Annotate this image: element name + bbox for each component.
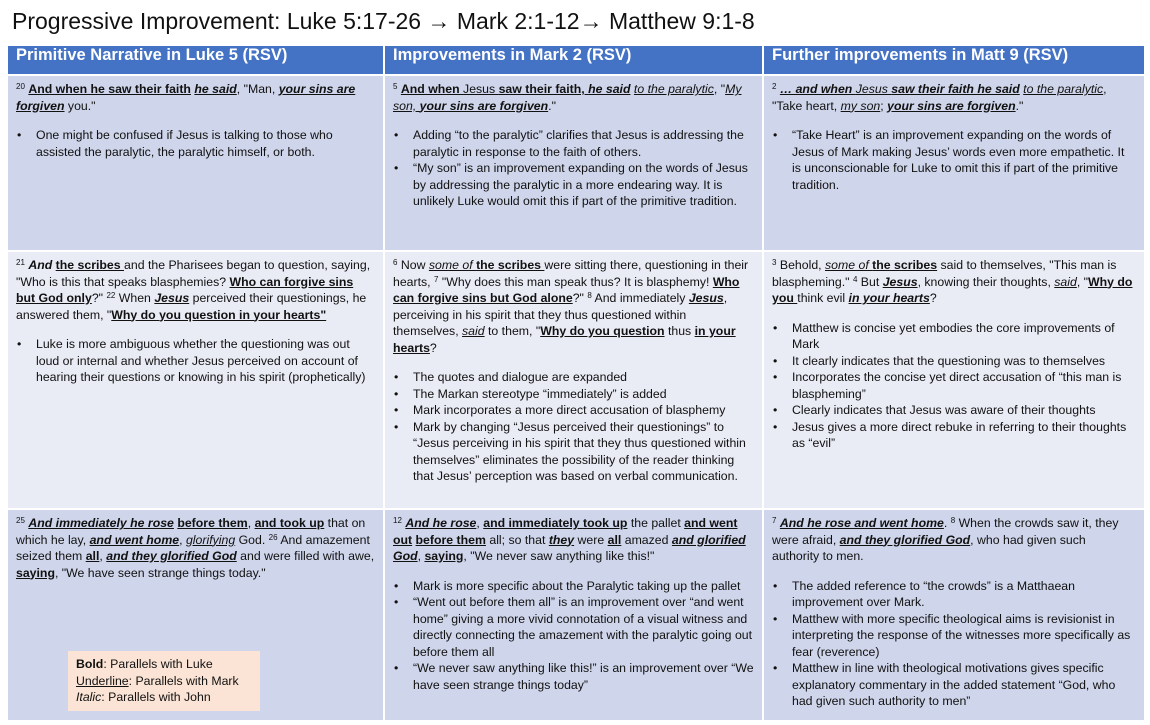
commentary-item: • “We never saw anything like this!” is an improvement over “We have seen strange things today” (393, 660, 754, 693)
commentary-item: • Matthew is concise yet embodies the core improvements of Mark (772, 320, 1136, 353)
verse-text (393, 257, 754, 356)
luke-cell (7, 251, 384, 509)
verse-segment: and they glorified God (106, 549, 237, 563)
verse-segment: Jesus (154, 291, 190, 305)
verse-segment: and the Pharisees began to question, saying, "Who is this that speaks blasphemies? (16, 258, 371, 289)
verse-text (393, 81, 754, 114)
verse-segment: said (1054, 274, 1077, 289)
verse-segment: ? (429, 340, 437, 355)
verse-segment: before them (177, 516, 248, 530)
verse-segment: , "We never saw anything like this!" (463, 549, 655, 563)
commentary-list (393, 127, 754, 210)
verse-segment: all; so that (485, 532, 549, 547)
commentary-item: • Jesus gives a more direct rebuke in referring to their thoughts as “evil” (772, 419, 1136, 452)
verse-segment: ?" (91, 291, 107, 305)
verse-number: 7 (772, 516, 777, 525)
mark-cell (384, 509, 763, 721)
verse-segment: ." (548, 98, 556, 113)
verse-segment: ; (880, 98, 888, 113)
verse-segment: , perceiving in his spirit that they thus questioned within themselves, (393, 291, 728, 338)
verse-segment: amazed (621, 532, 672, 547)
verse-number: 22 (106, 291, 116, 300)
verse-segment: and immediately took up (483, 516, 628, 530)
commentary-item: • Matthew in line with theological motivations gives specific explanatory commentary in the added statement “God, who had given such authority to men” (772, 660, 1136, 710)
verse-text (772, 81, 1136, 114)
commentary-item: • It clearly indicates that the questioning was to themselves (772, 353, 1136, 370)
commentary-item: • Clearly indicates that Jesus was aware of their thoughts (772, 402, 1136, 419)
verse-segment: … and when (779, 82, 856, 96)
verse-text (16, 515, 375, 581)
verse-segment: My son, (393, 82, 742, 113)
verse-segment: Why do you (772, 274, 1133, 305)
verse-text (393, 515, 754, 565)
verse-segment: And he rose and went home (779, 516, 944, 530)
verse-segment: , (99, 549, 107, 563)
verse-segment: you." (64, 98, 96, 113)
verse-segment: , "We have seen strange things today." (54, 565, 266, 580)
verse-text (16, 81, 375, 114)
verse-segment: before them (415, 532, 486, 547)
verse-text (16, 257, 375, 323)
verse-number: 7 (434, 274, 439, 284)
commentary-item: • “My son” is an improvement expanding on the words of Jesus by addressing the paralytic in a more endearing way. It is unlikely Luke would omit this if part of the primitive tradition. (393, 160, 754, 210)
commentary-item: • Mark incorporates a more direct accusation of blasphemy (393, 402, 754, 419)
verse-segment: saying (424, 549, 464, 563)
verse-segment: my son (840, 98, 881, 113)
column-header-matthew: Further improvements in Matt 9 (RSV) (763, 45, 1145, 75)
commentary-item: • One might be confused if Jesus is talking to those who assisted the paralytic, the paralytic himself, or both. (16, 127, 375, 160)
verse-segment: When the crowds saw it, they were afraid, (772, 516, 1119, 547)
verse-number: 8 (587, 291, 592, 300)
formatting-legend (68, 651, 260, 711)
verse-segment: But (857, 274, 883, 289)
verse-number: 2 (772, 82, 777, 91)
verse-segment: all (607, 532, 622, 547)
verse-segment: the scribes (872, 258, 938, 272)
commentary-item: • The added reference to “the crowds” is a Matthaean improvement over Mark. (772, 578, 1136, 611)
verse-segment: and they glorified God (839, 532, 971, 547)
commentary-item: • Luke is more ambiguous whether the questioning was out loud or internal and whether Jesus perceived on account of hearing their questions or knowing in his spirit (prophetically) (16, 336, 375, 386)
verse-segment: When (115, 291, 155, 305)
verse-segment: Jesus (882, 274, 918, 289)
column-header-luke: Primitive Narrative in Luke 5 (RSV) (7, 45, 384, 75)
verse-segment: were (574, 532, 608, 547)
verse-segment: , " (1076, 274, 1089, 289)
verse-number: 4 (852, 274, 858, 284)
verse-segment: And when he saw their faith (28, 82, 191, 96)
verse-segment: And amazement seized them (16, 532, 370, 563)
verse-segment: glorifying (185, 532, 236, 547)
verse-number: 12 (393, 516, 402, 525)
legend-item-underline: Underline: Parallels with Mark (76, 673, 239, 688)
verse-segment: , (476, 516, 484, 530)
matthew-cell (763, 509, 1145, 721)
mark-cell (384, 251, 763, 509)
verse-segment: the scribes (55, 258, 125, 272)
verse-segment: And when (400, 82, 464, 96)
commentary-item: • Matthew with more specific theological aims is revisionist in interpreting the response of the witnesses more specifically as fear (reverence) (772, 611, 1136, 661)
verse-segment: they (548, 532, 575, 547)
mark-cell (384, 75, 763, 251)
verse-segment: that on which he lay, (16, 516, 366, 547)
verse-segment: , who had given such authority to men. (772, 532, 1086, 563)
verse-number: 25 (16, 516, 25, 525)
legend-item-bold: Bold: Parallels with Luke (76, 657, 213, 671)
verse-segment: God. (235, 532, 269, 547)
verse-segment: saw their faith, (498, 82, 589, 96)
verse-segment: some of (428, 258, 477, 272)
commentary-item: • “Went out before them all” is an improvement over “and went home” giving a more vivid connotation of a visual witness and directly connecting the amazement with the paralytic going out before them all (393, 594, 754, 660)
verse-segment: he rose (130, 516, 174, 530)
verse-segment: in your hearts (393, 324, 736, 355)
verse-segment: Now (397, 258, 429, 272)
verse-text (772, 515, 1136, 565)
verse-number: 26 (268, 532, 278, 542)
luke-cell (7, 75, 384, 251)
table-row (7, 251, 1145, 509)
verse-segment: Jesus (463, 82, 499, 96)
verse-segment: Who can forgive sins but God alone (393, 274, 740, 305)
verse-segment: , "Take heart, (772, 82, 1107, 113)
commentary-list (772, 320, 1136, 452)
matthew-cell (763, 251, 1145, 509)
verse-segment: Why do you question in your hearts" (111, 307, 327, 322)
commentary-item: • Mark is more specific about the Paralytic taking up the pallet (393, 578, 754, 595)
verse-segment: to the paralytic (633, 82, 714, 96)
verse-segment: "Why does this man speak thus? It is blasphemy! (438, 274, 713, 289)
commentary-item: • The quotes and dialogue are expanded (393, 369, 754, 386)
commentary-list (393, 369, 754, 485)
verse-segment: And he rose (405, 516, 477, 530)
verse-segment: , " (713, 82, 726, 96)
verse-segment: said to themselves, "This man is blaspheming." (772, 258, 1117, 289)
column-header-mark: Improvements in Mark 2 (RSV) (384, 45, 763, 75)
verse-number: 5 (393, 82, 398, 91)
verse-segment: . (943, 516, 951, 530)
verse-segment: And immediately (28, 516, 131, 530)
matthew-cell (763, 75, 1145, 251)
verse-segment: all (85, 549, 100, 563)
table-row (7, 75, 1145, 251)
verse-segment: your sins are forgiven (887, 98, 1016, 113)
commentary-item: • Incorporates the concise yet direct accusation of “this man is blaspheming” (772, 369, 1136, 402)
verse-segment: , (417, 549, 425, 563)
legend-item-italic: Italic: Parallels with John (76, 690, 211, 704)
verse-segment: he said (194, 82, 237, 96)
verse-number: 20 (16, 82, 25, 91)
commentary-list (16, 336, 375, 386)
verse-segment: ?" (572, 291, 588, 305)
commentary-list (772, 127, 1136, 193)
verse-segment: to the paralytic (1023, 82, 1104, 96)
commentary-list (772, 578, 1136, 710)
verse-segment: ." (1015, 98, 1024, 113)
verse-segment: your sins are forgiven (16, 82, 356, 113)
header-row (7, 45, 1145, 75)
verse-segment: , knowing their thoughts, (917, 274, 1055, 289)
verse-segment: the scribes (476, 258, 545, 272)
verse-segment: Behold, (776, 258, 825, 272)
page-title: Progressive Improvement: Luke 5:17-26 → Mark 2:1-12→ Matthew 9:1-8 (12, 8, 755, 34)
commentary-list (16, 127, 375, 160)
verse-segment: and went out (393, 516, 738, 547)
verse-segment: And immediately (591, 291, 689, 305)
verse-segment: , "Man, (236, 82, 279, 96)
verse-segment: and glorified God (393, 532, 746, 563)
verse-segment: in your hearts (848, 291, 930, 305)
verse-number: 8 (950, 516, 956, 525)
verse-segment: saying (16, 565, 55, 580)
verse-segment: to them, " (484, 324, 541, 338)
verse-segment: and were filled with awe, (236, 549, 375, 563)
verse-segment: your sins are forgiven (419, 98, 549, 113)
verse-text (772, 257, 1136, 307)
verse-number: 6 (393, 258, 398, 267)
verse-segment: and went home (89, 532, 180, 547)
commentary-item: • Mark by changing “Jesus perceived their questionings” to “Jesus perceiving in his spirit that they thus questioned within themselves” eliminates the possibility of the reader thinking that Jesus’ perception was based on verbal communication. (393, 419, 754, 485)
verse-segment: thus (664, 324, 695, 338)
verse-segment: And (28, 258, 53, 272)
verse-segment: some of (825, 258, 873, 272)
verse-segment: Jesus (855, 82, 892, 96)
verse-segment: the pallet (627, 516, 685, 530)
verse-segment: Why do you question (540, 324, 665, 338)
verse-segment: think evil (797, 291, 849, 305)
commentary-list (393, 578, 754, 694)
verse-segment: were sitting there, questioning in their hearts, (393, 258, 749, 289)
verse-segment: saw their faith he said (891, 82, 1020, 96)
verse-segment: perceived their questionings, he answered them, " (16, 291, 367, 322)
commentary-item: • The Markan stereotype “immediately” is added (393, 386, 754, 403)
commentary-item: • Adding “to the paralytic” clarifies that Jesus is addressing the paralytic in response to the faith of others. (393, 127, 754, 160)
comparison-table (6, 44, 1146, 722)
verse-segment: , (179, 532, 186, 547)
verse-segment: he said (588, 82, 631, 96)
verse-segment: and took up (254, 516, 325, 530)
verse-segment: , (247, 516, 255, 530)
verse-segment: said (462, 324, 485, 338)
verse-number: 21 (16, 258, 25, 267)
verse-segment: ? (929, 291, 937, 305)
commentary-item: • “Take Heart” is an improvement expanding on the words of Jesus of Mark making Jesus’ words even more empathetic. It is unconscionable for Luke to omit this if part of the primitive tradition. (772, 127, 1136, 193)
verse-number: 3 (772, 258, 777, 267)
verse-segment: Jesus (688, 291, 724, 305)
verse-segment: Who can forgive sins but God only (16, 274, 354, 305)
